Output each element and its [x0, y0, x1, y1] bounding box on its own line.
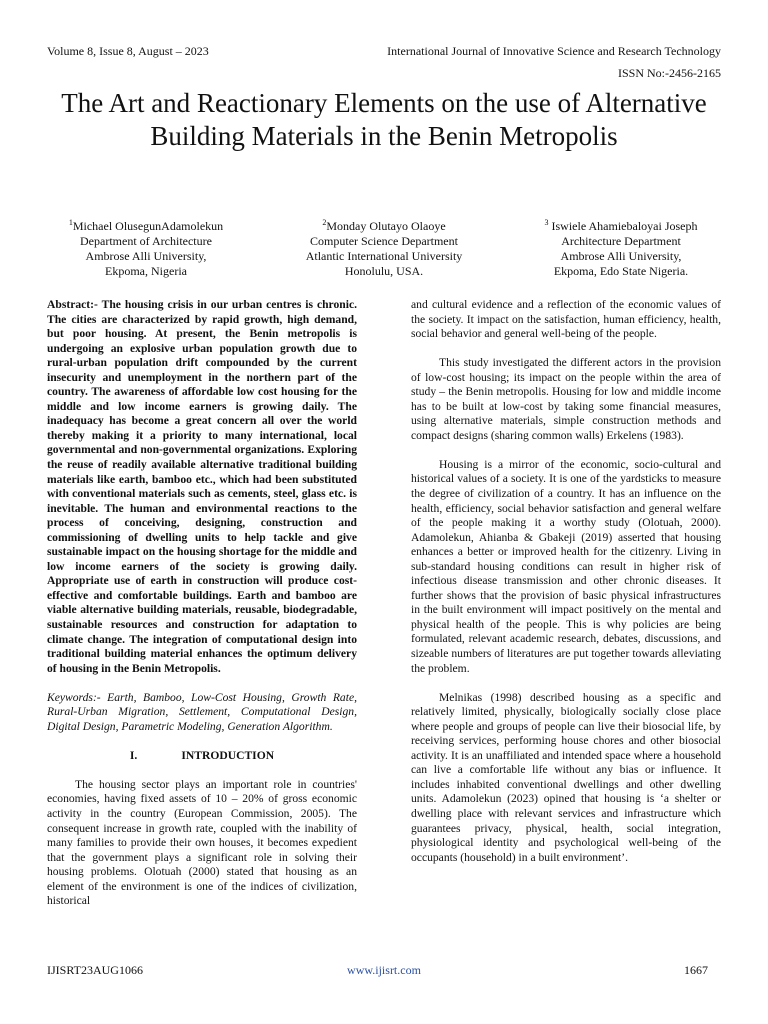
author-dept: Architecture Department [561, 234, 681, 248]
paragraph-mirror: Housing is a mirror of the economic, socio-cultural and historical values of a society. It is one of the yardsticks to measure the degree of civilization of a country. It has an influence on the health, efficiency, social behavior satisfaction and general welfare of the people making it a worthy study (Olotuah, 2000). Adamolekun, Ahianba & Gbakeji (2019) asserted that housing enhances a better or improved health for the citizenry. Living in sub-standard housing conditions can result in higher risk of infectious disease transmission and other chronic diseases. It further shows that the provision of basic physical infrastructures in the built environment will impact positively on the mental and physical health of the people. This is why policies are being formulated, relevant academic research, debates, discussions, and sizeable numbers of literatures are put together towards alleviating the problem. [411, 457, 721, 675]
footer-page-number: 1667 [684, 963, 708, 977]
author-sup: 3 [544, 218, 549, 227]
author-name-text: Michael OlusegunAdamolekun [72, 219, 224, 233]
author-loc: Ekpoma, Nigeria [105, 264, 187, 278]
header-volume: Volume 8, Issue 8, August – 2023 [47, 44, 209, 58]
footer-website-link[interactable]: www.ijisrt.com [347, 963, 421, 977]
author-name-text: Monday Olutayo Olaoye [326, 219, 446, 233]
paragraph-melnikas: Melnikas (1998) described housing as a specific and relatively limited, physically, biologically socially close place where people and groups of people can live their biosocial life, by receiving services, performing house chores and other biosocial activity. It is an unaffiliated and intended space where a household can live a comfortable life without any bias or influence. It includes inhabited conventional dwellings and other dwelling units. Adamolekun (2023) opined that housing is ‘a shelter or dwelling place with relevant services and infrastructure which guarantees privacy, physical, health, social integration, physiological identity and psychological well-being of the occupants (household) in a built environment’. [411, 690, 721, 864]
author-loc: Honolulu, USA. [344, 264, 424, 278]
continued-paragraph: and cultural evidence and a reflection of the economic values of the society. It impact on the satisfaction, human efficiency, health, social behavior and general well-being of the people. [411, 298, 721, 341]
paragraph-study: This study investigated the different actors in the provision of low-cost housing; its impact on the people within the area of study – the Benin metropolis. Housing for low and middle income has to be built at low-cost by taking some financial measures, using alternative materials, simple construction methods and compact designs (sharing common walls) Erkelens (1983). [411, 356, 721, 442]
right-column [411, 298, 721, 880]
header-journal-name: International Journal of Innovative Science and Research Technology [387, 44, 721, 58]
author-block-3 [520, 215, 722, 279]
section-heading [47, 749, 357, 764]
left-column [47, 298, 357, 923]
intro-paragraph: The housing sector plays an important role in countries' economies, having fixed assets of 10 – 20% of gross economic activity in the country (European Commission, 2005). The consequent increase in growth rate, coupled with the inability of many families to provide their own houses, it becomes expedient that the government plays a significant role in solving their housing problems. Olotuah (2000) stated that housing as an element of the environment is one of the indices of civilization, historical [47, 777, 357, 908]
keywords: Keywords:- Earth, Bamboo, Low-Cost Housing, Growth Rate, Rural-Urban Migration, Settlement, Computational Design, Digital Design, Parametric Modeling, Generation Algorithm. [47, 690, 357, 733]
author-sup: 1 [68, 218, 73, 227]
header-issn: ISSN No:-2456-2165 [617, 66, 721, 80]
author-dept: Computer Science Department [310, 234, 458, 248]
author-name [520, 215, 722, 234]
author-name-text: Iswiele Ahamiebaloyai Joseph [548, 219, 698, 233]
author-block-2 [283, 215, 485, 279]
section-title: INTRODUCTION [181, 748, 275, 762]
author-inst: Ambrose Alli University, [560, 249, 682, 263]
author-name [45, 215, 247, 234]
author-dept: Department of Architecture [80, 234, 212, 248]
author-loc: Ekpoma, Edo State Nigeria. [553, 264, 689, 278]
paper-title: The Art and Reactionary Elements on the use of Alternative Building Materials in the Benin Metropolis [61, 88, 707, 151]
author-inst: Atlantic International University [305, 249, 463, 263]
section-number: I. [129, 748, 138, 762]
author-inst: Ambrose Alli University, [85, 249, 207, 263]
author-block-1 [45, 215, 247, 279]
footer-paper-id: IJISRT23AUG1066 [47, 963, 143, 977]
abstract: Abstract:- The housing crisis in our urban centres is chronic. The cities are characterized by rapid growth, high demand, but poor housing. At present, the Benin metropolis is undergoing an explosive urban population growth due to rural-urban population drift compounded by the current insecurity and unemployment in the northern part of the country. The awareness of affordable low cost housing for the middle and low income earners is growing daily. The inadequacy has become a great concern all over the world thereby making it a priority to many international, local governmental and non-governmental organizations. Exploring the reuse of readily available alternative traditional building materials like earth, bamboo etc., which had been substituted with conventional materials such as cements, steel, glass etc. is inevitable. The human and environmental reactions to the process of conceiving, designing, construction and commissioning of dwelling units to help tackle and give sustainable impact on the housing shortage for the middle and low income earners of the society is growing daily. Appropriate use of earth in construction will produce cost-effective and comfortable buildings. Earth and bamboo are viable alternative building materials, reusable, biodegradable, sustainable resources and construction for adaptation to climate change. The integration of computational design into traditional building material enhances the optimum delivery of housing in the Benin Metropolis. [47, 298, 357, 675]
author-name [283, 215, 485, 234]
author-sup: 2 [322, 218, 327, 227]
